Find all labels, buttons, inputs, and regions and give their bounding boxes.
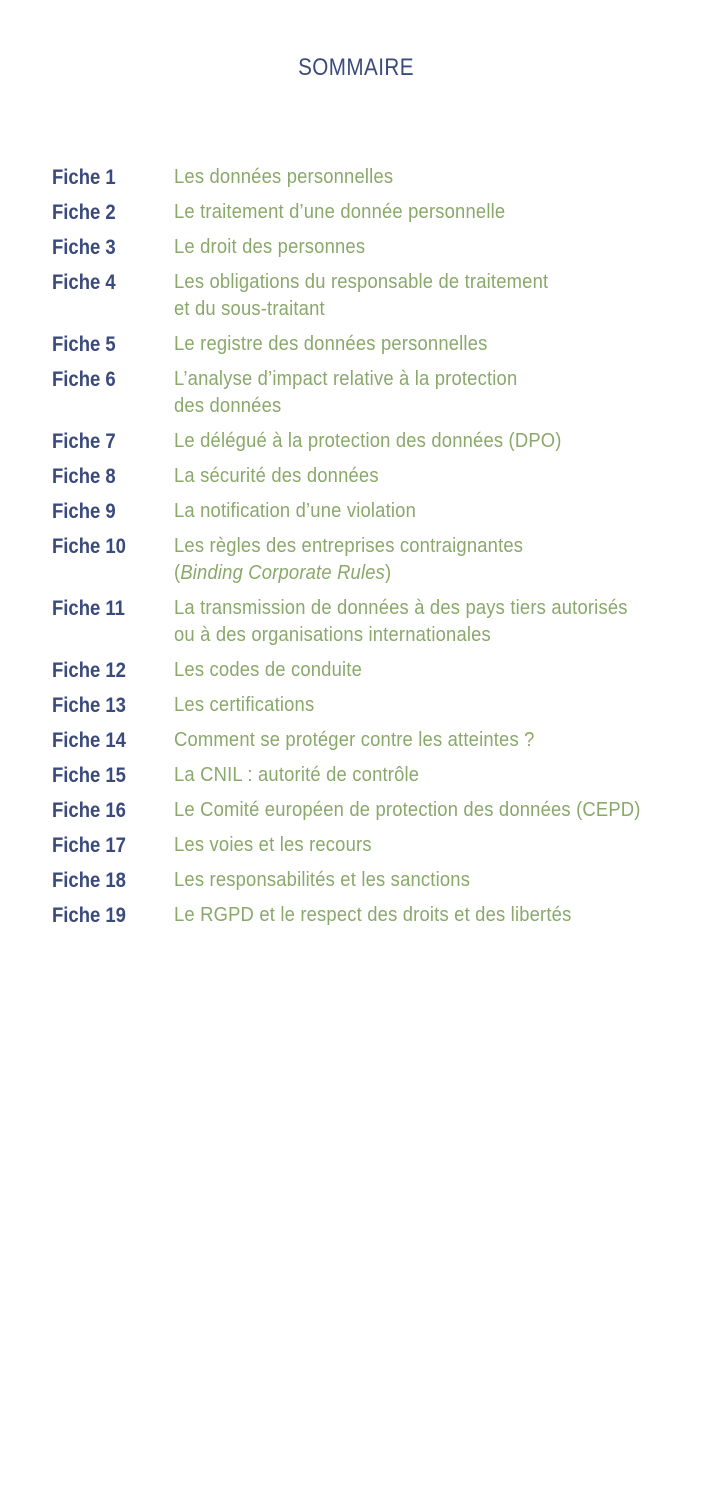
toc-entry-5 xyxy=(52,331,672,358)
toc-entry-9 xyxy=(52,498,672,525)
fiche-title-line: La CNIL : autorité de contrôle xyxy=(174,764,420,786)
fiche-title-line: Le droit des personnes xyxy=(174,236,366,258)
fiche-title xyxy=(174,727,632,754)
table-of-contents xyxy=(52,164,672,937)
fiche-number: Fiche 9 xyxy=(52,500,116,523)
fiche-title xyxy=(174,902,632,929)
fiche-title xyxy=(174,428,632,455)
fiche-number: Fiche 2 xyxy=(52,201,116,224)
fiche-number: Fiche 3 xyxy=(52,236,116,259)
fiche-number: Fiche 5 xyxy=(52,333,116,356)
fiche-number: Fiche 13 xyxy=(52,694,126,717)
fiche-title-line: Les voies et les recours xyxy=(174,834,372,856)
fiche-title xyxy=(174,657,632,684)
fiche-title-line: Les règles des entreprises contraignantes xyxy=(174,535,524,557)
fiche-title xyxy=(174,234,632,261)
fiche-title xyxy=(174,595,632,649)
fiche-title xyxy=(174,331,632,358)
toc-entry-4 xyxy=(52,269,672,323)
fiche-title xyxy=(174,463,632,490)
fiche-title xyxy=(174,832,632,859)
fiche-number: Fiche 15 xyxy=(52,764,126,787)
toc-entry-18 xyxy=(52,867,672,894)
fiche-title-line: L’analyse d’impact relative à la protection xyxy=(174,368,518,390)
fiche-title-line xyxy=(174,560,632,587)
fiche-title-line: Le registre des données personnelles xyxy=(174,333,488,355)
fiche-title-line: La sécurité des données xyxy=(174,465,379,487)
paren-close: ) xyxy=(385,562,392,584)
fiche-number: Fiche 11 xyxy=(52,597,125,620)
fiche-number: Fiche 16 xyxy=(52,799,126,822)
fiche-number: Fiche 1 xyxy=(52,166,116,189)
fiche-title-line: Comment se protéger contre les atteintes ? xyxy=(174,729,535,751)
toc-entry-15 xyxy=(52,762,672,789)
fiche-title xyxy=(174,269,632,323)
fiche-number: Fiche 7 xyxy=(52,430,116,453)
toc-entry-12 xyxy=(52,657,672,684)
fiche-title-line: Le RGPD et le respect des droits et des libertés xyxy=(174,904,572,926)
fiche-title-line: Les responsabilités et les sanctions xyxy=(174,869,471,891)
fiche-number: Fiche 14 xyxy=(52,729,126,752)
fiche-title-line: des données xyxy=(174,395,282,417)
fiche-title xyxy=(174,762,632,789)
toc-entry-11 xyxy=(52,595,672,649)
toc-entry-17 xyxy=(52,832,672,859)
fiche-title-line: ou à des organisations internationales xyxy=(174,624,491,646)
toc-entry-3 xyxy=(52,234,672,261)
toc-entry-1 xyxy=(52,164,672,191)
fiche-title-line: Les données personnelles xyxy=(174,166,394,188)
page-title: SOMMAIRE xyxy=(298,54,414,81)
fiche-number: Fiche 6 xyxy=(52,368,116,391)
fiche-title-line: Le traitement d’une donnée personnelle xyxy=(174,201,506,223)
toc-entry-7 xyxy=(52,428,672,455)
fiche-title xyxy=(174,533,632,587)
fiche-title-line: La transmission de données à des pays tiers autorisés xyxy=(174,597,628,619)
italic-term: Binding Corporate Rules xyxy=(180,562,386,584)
fiche-title xyxy=(174,498,632,525)
fiche-title-line: Le Comité européen de protection des données (CEPD) xyxy=(174,799,641,821)
toc-entry-14 xyxy=(52,727,672,754)
fiche-number: Fiche 10 xyxy=(52,535,126,558)
fiche-title-line: et du sous-traitant xyxy=(174,298,325,320)
fiche-title-line: La notification d’une violation xyxy=(174,500,417,522)
fiche-title-line: Les codes de conduite xyxy=(174,659,363,681)
fiche-number: Fiche 19 xyxy=(52,904,126,927)
fiche-number: Fiche 8 xyxy=(52,465,116,488)
fiche-title xyxy=(174,199,632,226)
fiche-title-line: Les certifications xyxy=(174,694,315,716)
fiche-title xyxy=(174,797,641,824)
fiche-number: Fiche 12 xyxy=(52,659,126,682)
paren-open: ( xyxy=(174,562,181,584)
toc-entry-10 xyxy=(52,533,672,587)
fiche-title xyxy=(174,692,632,719)
fiche-title-line: Le délégué à la protection des données (DPO) xyxy=(174,430,562,452)
fiche-number: Fiche 4 xyxy=(52,271,116,294)
toc-entry-13 xyxy=(52,692,672,719)
toc-entry-16 xyxy=(52,797,672,824)
fiche-number: Fiche 18 xyxy=(52,869,126,892)
fiche-number: Fiche 17 xyxy=(52,834,126,857)
fiche-title-line: Les obligations du responsable de traitement xyxy=(174,271,549,293)
toc-entry-2 xyxy=(52,199,672,226)
toc-entry-8 xyxy=(52,463,672,490)
fiche-title xyxy=(174,164,632,191)
fiche-title xyxy=(174,366,632,420)
toc-entry-19 xyxy=(52,902,672,929)
toc-entry-6 xyxy=(52,366,672,420)
fiche-title xyxy=(174,867,632,894)
